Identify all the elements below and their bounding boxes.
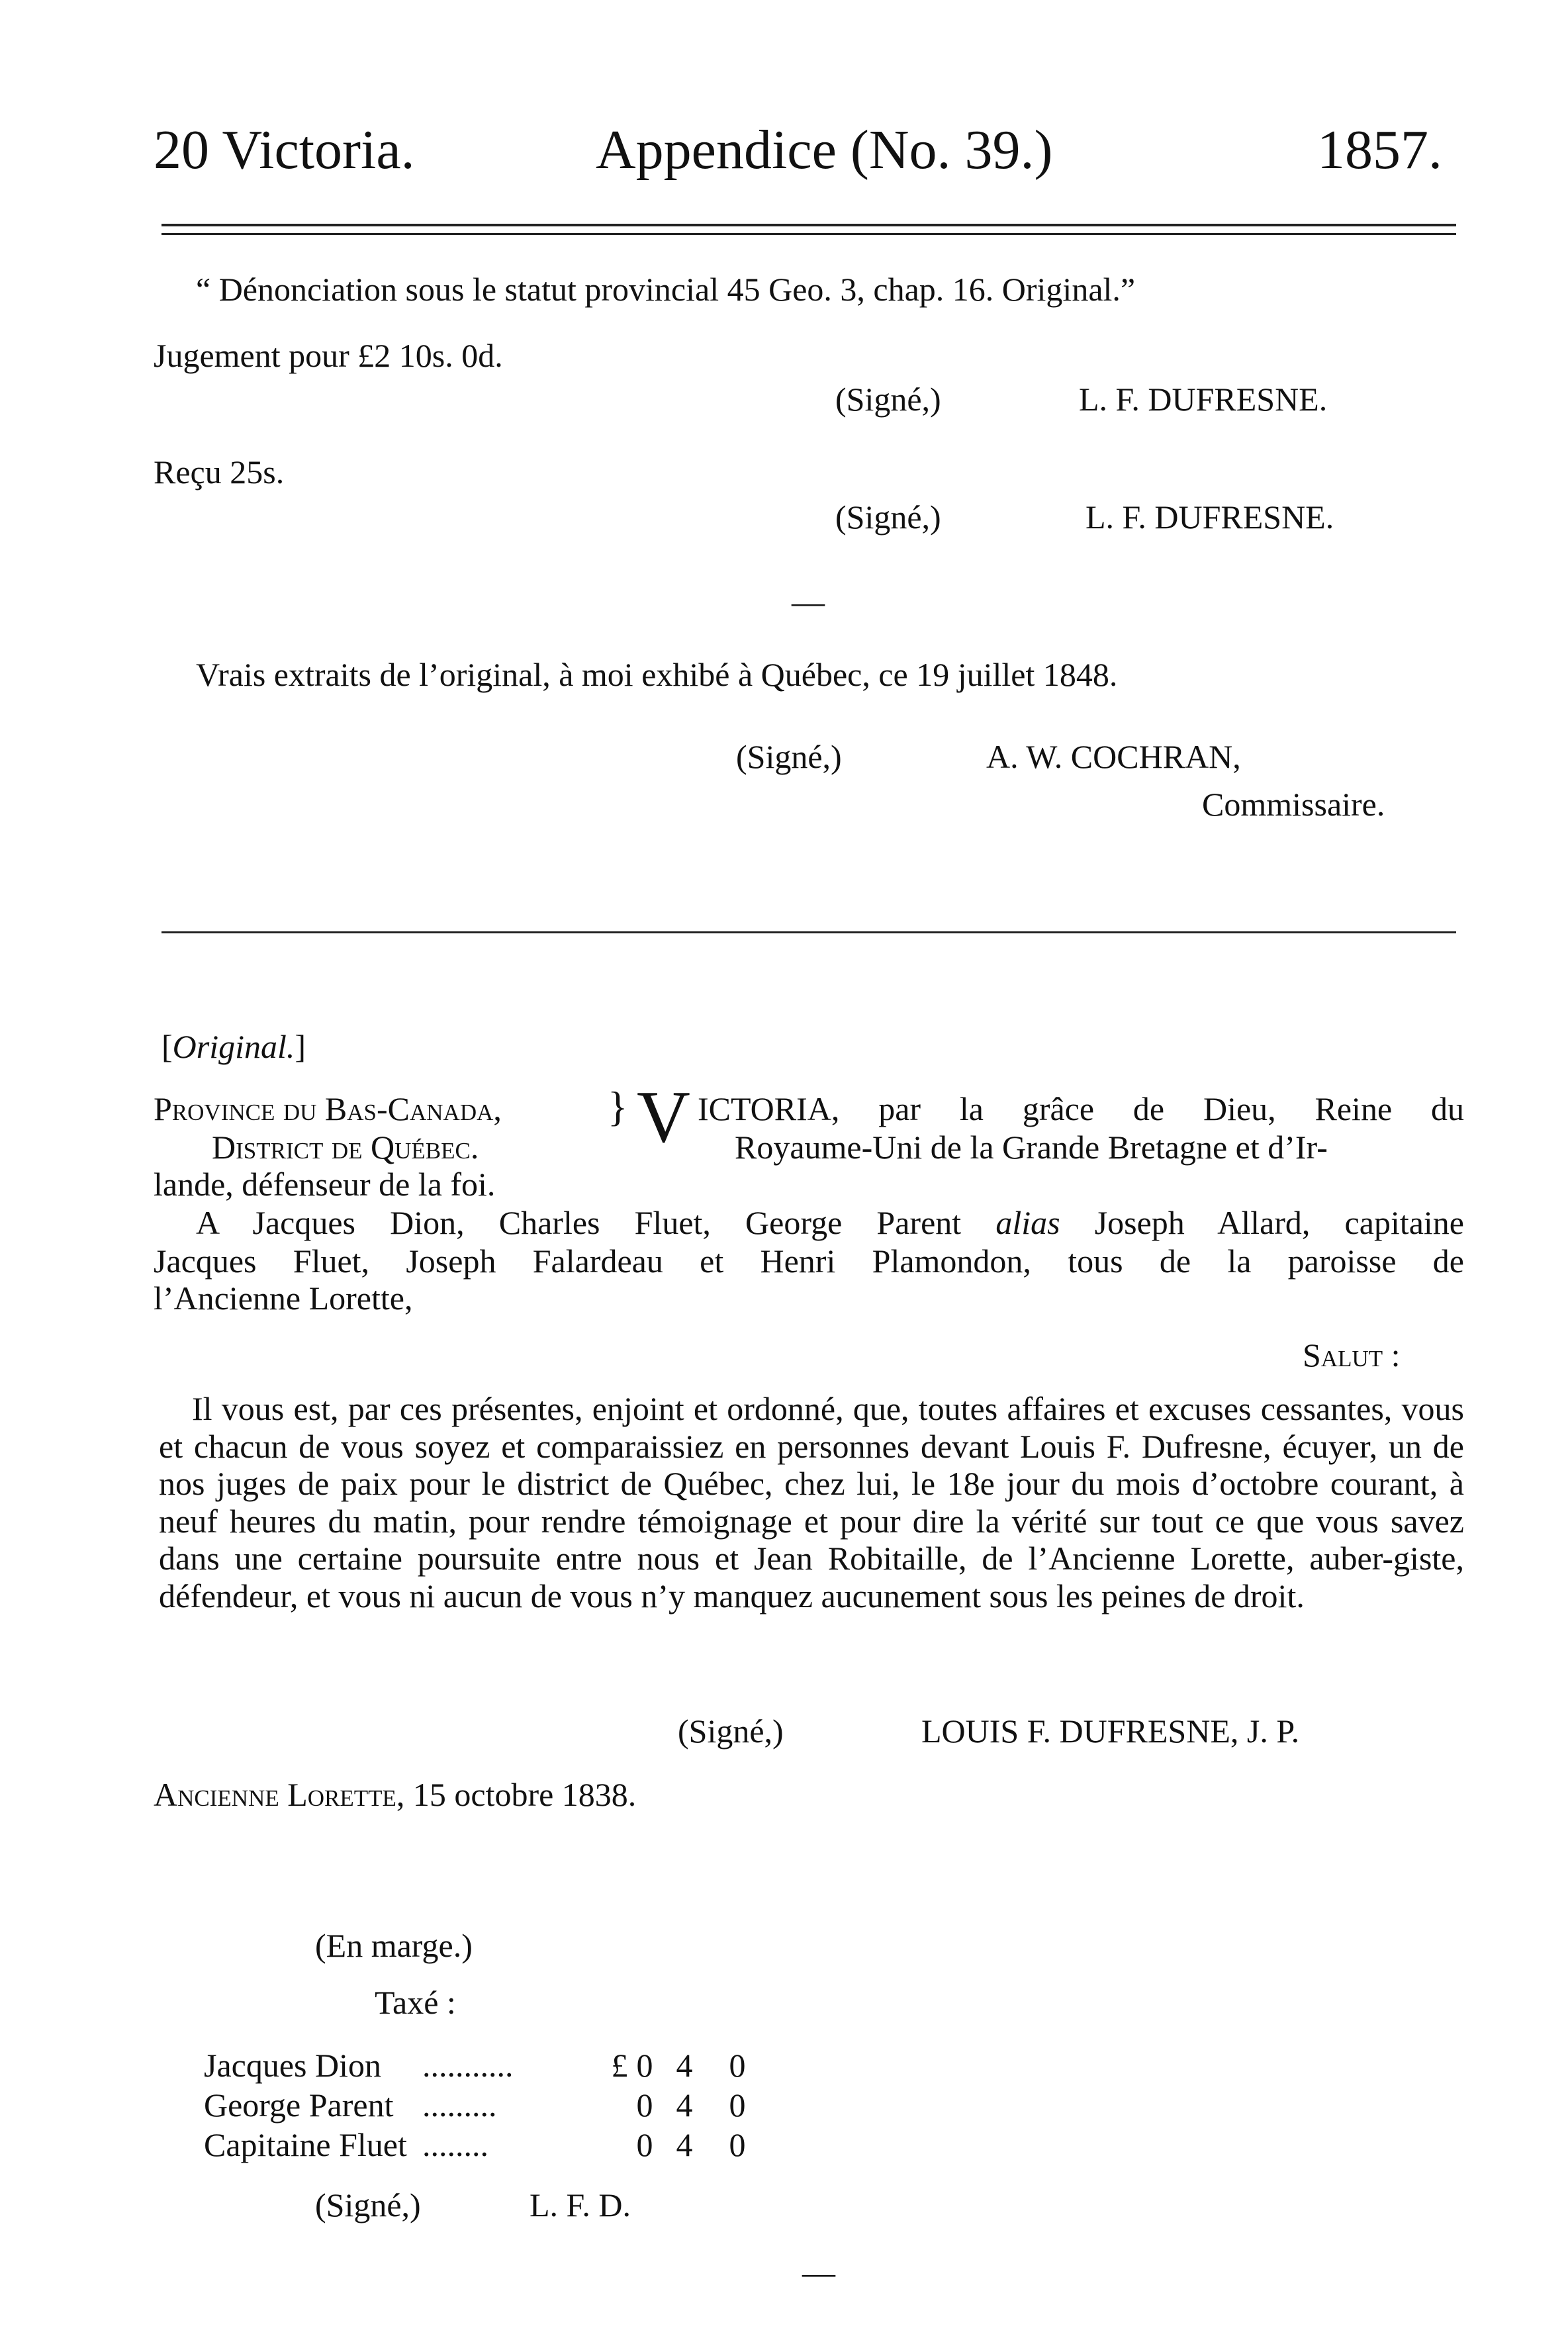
province-line: Province du Bas-Canada, (154, 1090, 502, 1127)
address-line-3: l’Ancienne Lorette, (154, 1280, 413, 1317)
signer-name-1: L. F. DUFRESNE. (1079, 381, 1328, 418)
signe-label-1: (Signé,) (835, 381, 941, 418)
victoria-line-2: Royaume-Uni de la Grande Bretagne et d’Ir- (735, 1129, 1328, 1166)
fee-dots: ......... (422, 2086, 497, 2124)
drop-cap: V (637, 1076, 690, 1158)
original-label: [Original.] (161, 1028, 306, 1065)
original-label-text: Original. (172, 1028, 295, 1065)
fee-pound-sign: £ (611, 2047, 628, 2084)
victoria-line-3: lande, défenseur de la foi. (154, 1166, 496, 1203)
fee-shillings: 4 (676, 2086, 693, 2124)
denonciation-line: “ Dénonciation sous le statut provincial 45 Geo. 3, chap. 16. Original.” (196, 271, 1136, 308)
fee-pounds: 0 (636, 2126, 653, 2163)
writ-signe-label: (Signé,) (678, 1712, 784, 1750)
signe-label-2: (Signé,) (835, 498, 941, 536)
signe-label-3: (Signé,) (736, 738, 842, 775)
fee-dots: ........ (422, 2126, 488, 2163)
table-row (204, 2125, 764, 2165)
fee-pence: 0 (729, 2126, 746, 2163)
fee-dots: ........... (422, 2047, 514, 2084)
signer-name-2: L. F. DUFRESNE. (1085, 498, 1334, 536)
header-double-rule-bottom (161, 233, 1456, 235)
header-left: 20 Victoria. (154, 119, 415, 181)
fee-pounds: 0 (636, 2086, 653, 2124)
fee-pound-sign (608, 2085, 631, 2125)
jugement-line: Jugement pour £2 10s. 0d. (154, 337, 503, 374)
taxed-fees-table (204, 2045, 764, 2165)
fee-shillings: 4 (676, 2047, 693, 2084)
address-line-1: A Jacques Dion, Charles Fluet, George Parent alias Joseph Allard, capitaine (196, 1204, 1465, 1241)
end-dash: — (802, 2254, 835, 2291)
en-marge-label: (En marge.) (315, 1927, 473, 1964)
header-double-rule-top (161, 224, 1456, 226)
margin-signer: L. F. D. (530, 2186, 631, 2223)
margin-signe-label: (Signé,) (315, 2186, 421, 2223)
writ-body-paragraph: Il vous est, par ces présentes, enjoint et ordonné, que, toutes affaires et excuses cessantes, vous et chacun de vous soyez et comparaissiez en personnes devant Louis F. Dufresne, écuyer, un de nos juges de paix pour le district de Québec, chez lui, le 18e jour du mois d’octobre courant, à neuf heures du matin, pour rendre témoignage et pour dire la vérité sur tout ce que vous savez dans une certaine poursuite entre nous et Jean Robitaille, de l’Ancienne Lorette, auber-giste, défendeur, et vous ni aucun de vous n’y manquez aucunement sous les peines de droit. (159, 1390, 1464, 1614)
fee-pounds: 0 (636, 2047, 653, 2084)
recu-line: Reçu 25s. (154, 453, 285, 491)
fee-pound-sign (608, 2125, 631, 2165)
fee-name: Capitaine Fluet (204, 2126, 407, 2163)
date: 15 octobre 1838. (412, 1776, 637, 1813)
commissioner-title: Commissaire. (1202, 786, 1385, 823)
vrais-extraits-line: Vrais extraits de l’original, à moi exhibé à Québec, ce 19 juillet 1848. (196, 656, 1118, 693)
district-line-text: District de Québec. (212, 1129, 479, 1166)
header-right: 1857. (1317, 119, 1442, 181)
brace-icon: } (608, 1083, 628, 1130)
fee-pence: 0 (729, 2086, 746, 2124)
table-row (204, 2085, 764, 2125)
place-name: Ancienne Lorette, (154, 1776, 405, 1813)
commissioner-name: A. W. COCHRAN, (986, 738, 1241, 775)
place-date (154, 1775, 636, 1814)
address-line-2: Jacques Fluet, Joseph Falardeau et Henri Plamondon, tous de la paroisse de (154, 1242, 1464, 1280)
fee-name: George Parent (204, 2086, 394, 2124)
salut: Salut : (1303, 1336, 1401, 1374)
taxe-label: Taxé : (375, 1984, 456, 2021)
fee-name: Jacques Dion (204, 2047, 381, 2084)
separator-dash: — (792, 583, 825, 620)
fee-pence: 0 (729, 2047, 746, 2084)
header-center: Appendice (No. 39.) (596, 119, 1053, 181)
writ-signer: LOUIS F. DUFRESNE, J. P. (921, 1712, 1300, 1750)
section-rule (161, 931, 1456, 933)
fee-shillings: 4 (676, 2126, 693, 2163)
table-row (204, 2045, 764, 2085)
victoria-line-1: ICTORIA, par la grâce de Dieu, Reine du (698, 1090, 1464, 1127)
